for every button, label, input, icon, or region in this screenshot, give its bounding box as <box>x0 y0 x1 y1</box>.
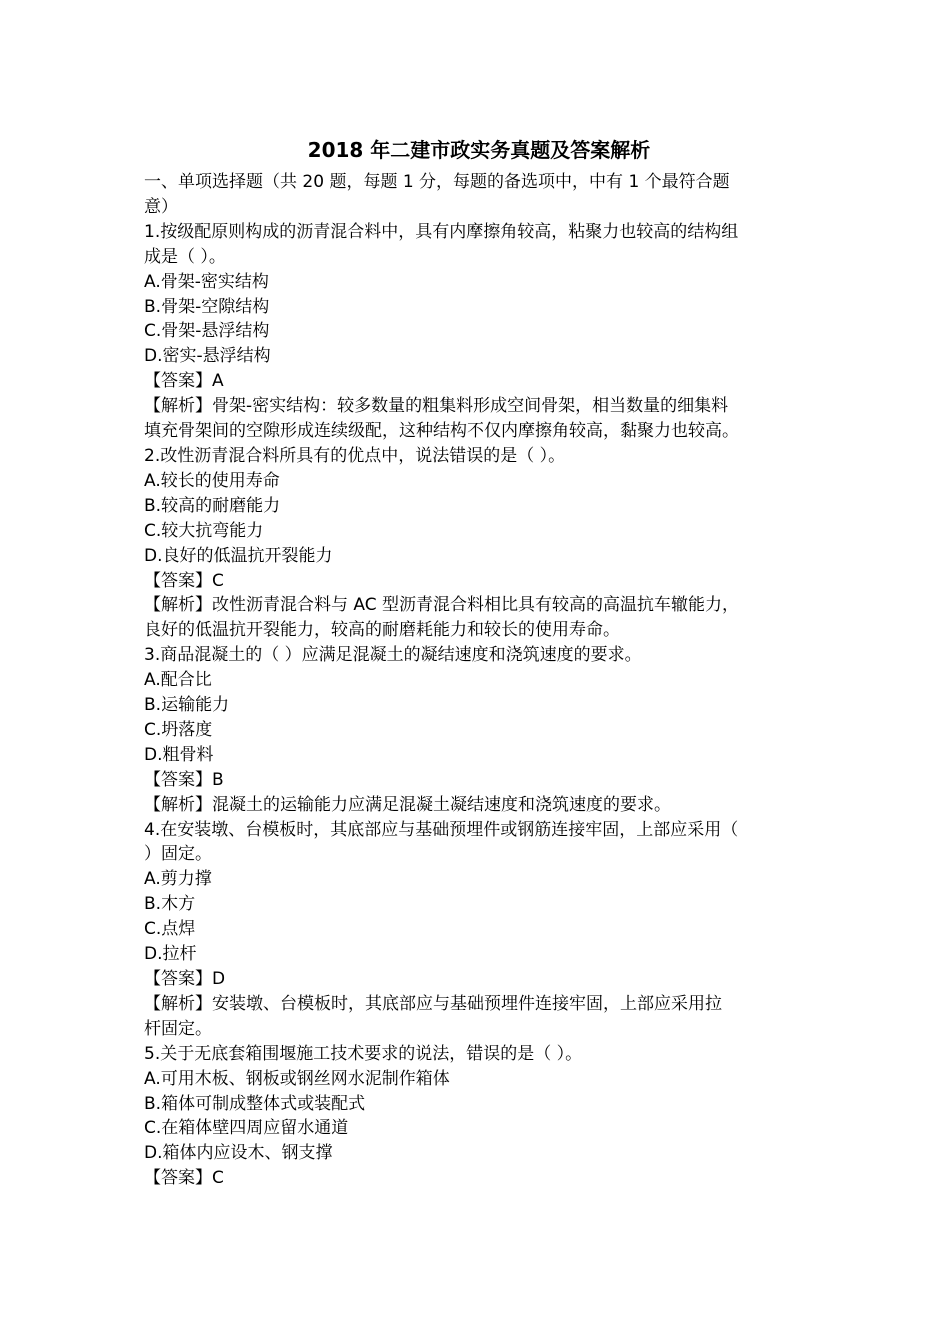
text-line: A.骨架-密实结构 <box>144 271 269 292</box>
text-line: 【解析】安装墩、台模板时，其底部应与基础预埋件连接牢固，上部应采用拉 <box>144 993 722 1014</box>
text-line: 【答案】C <box>144 1168 224 1189</box>
text-line: 1.按级配原则构成的沥青混合料中，具有内摩擦角较高，粘聚力也较高的结构组 <box>144 221 739 242</box>
text-line: ）固定。 <box>144 844 212 865</box>
page-title: 2018 年二建市政实务真题及答案解析 <box>307 138 651 162</box>
text-line: D.箱体内应设木、钢支撑 <box>144 1143 333 1164</box>
text-line: A.剪力撑 <box>144 869 212 890</box>
text-line: 5.关于无底套箱围堰施工技术要求的说法，错误的是（ ）。 <box>144 1043 583 1064</box>
text-line: B.较高的耐磨能力 <box>144 495 281 516</box>
text-line: 4.在安装墩、台模板时，其底部应与基础预埋件或钢筋连接牢固，上部应采用（ <box>144 819 739 840</box>
text-line: 意） <box>144 196 178 217</box>
text-line: D.粗骨料 <box>144 744 214 765</box>
document-page <box>144 134 814 1191</box>
text-line: 2.改性沥青混合料所具有的优点中，说法错误的是（ ）。 <box>144 445 566 466</box>
text-line: B.箱体可制成整体式或装配式 <box>144 1093 366 1114</box>
text-line: A.较长的使用寿命 <box>144 470 280 491</box>
text-line: B.运输能力 <box>144 695 230 716</box>
text-line: 杆固定。 <box>144 1018 212 1039</box>
text-line: 【答案】B <box>144 769 224 790</box>
text-line: C.骨架-悬浮结构 <box>144 321 270 342</box>
document-body <box>144 170 814 1191</box>
text-line: 【解析】骨架-密实结构：较多数量的粗集料形成空间骨架，相当数量的细集料 <box>144 396 729 417</box>
text-line: B.骨架-空隙结构 <box>144 296 270 317</box>
text-line: C.点焊 <box>144 919 196 940</box>
text-line: C.坍落度 <box>144 719 213 740</box>
text-line: D.密实-悬浮结构 <box>144 346 271 367</box>
text-line: 【解析】混凝土的运输能力应满足混凝土凝结速度和浇筑速度的要求。 <box>144 794 671 815</box>
text-line: B.木方 <box>144 894 196 915</box>
text-line: C.在箱体壁四周应留水通道 <box>144 1118 349 1139</box>
text-line: 成是（ ）。 <box>144 246 226 267</box>
text-line: 【答案】D <box>144 969 226 989</box>
text-line: 填充骨架间的空隙形成连续级配，这种结构不仅内摩擦角较高，黏聚力也较高。 <box>144 421 739 442</box>
text-line: 良好的低温抗开裂能力，较高的耐磨耗能力和较长的使用寿命。 <box>144 620 620 641</box>
text-line: 3.商品混凝土的（ ）应满足混凝土的凝结速度和浇筑速度的要求。 <box>144 645 642 666</box>
text-line: C.较大抗弯能力 <box>144 520 264 541</box>
text-line: 一、单项选择题（共 20 题，每题 1 分，每题的备选项中，中有 1 个最符合题 <box>144 172 730 192</box>
text-line: 【答案】A <box>144 371 224 392</box>
text-line: A.可用木板、钢板或钢丝网水泥制作箱体 <box>144 1068 450 1089</box>
text-line: D.良好的低温抗开裂能力 <box>144 545 333 566</box>
text-line: A.配合比 <box>144 670 212 691</box>
text-line: 【答案】C <box>144 570 224 591</box>
text-line: 【解析】改性沥青混合料与 AC 型沥青混合料相比具有较高的高温抗车辙能力， <box>144 595 740 616</box>
text-line: D.拉杆 <box>144 944 197 965</box>
